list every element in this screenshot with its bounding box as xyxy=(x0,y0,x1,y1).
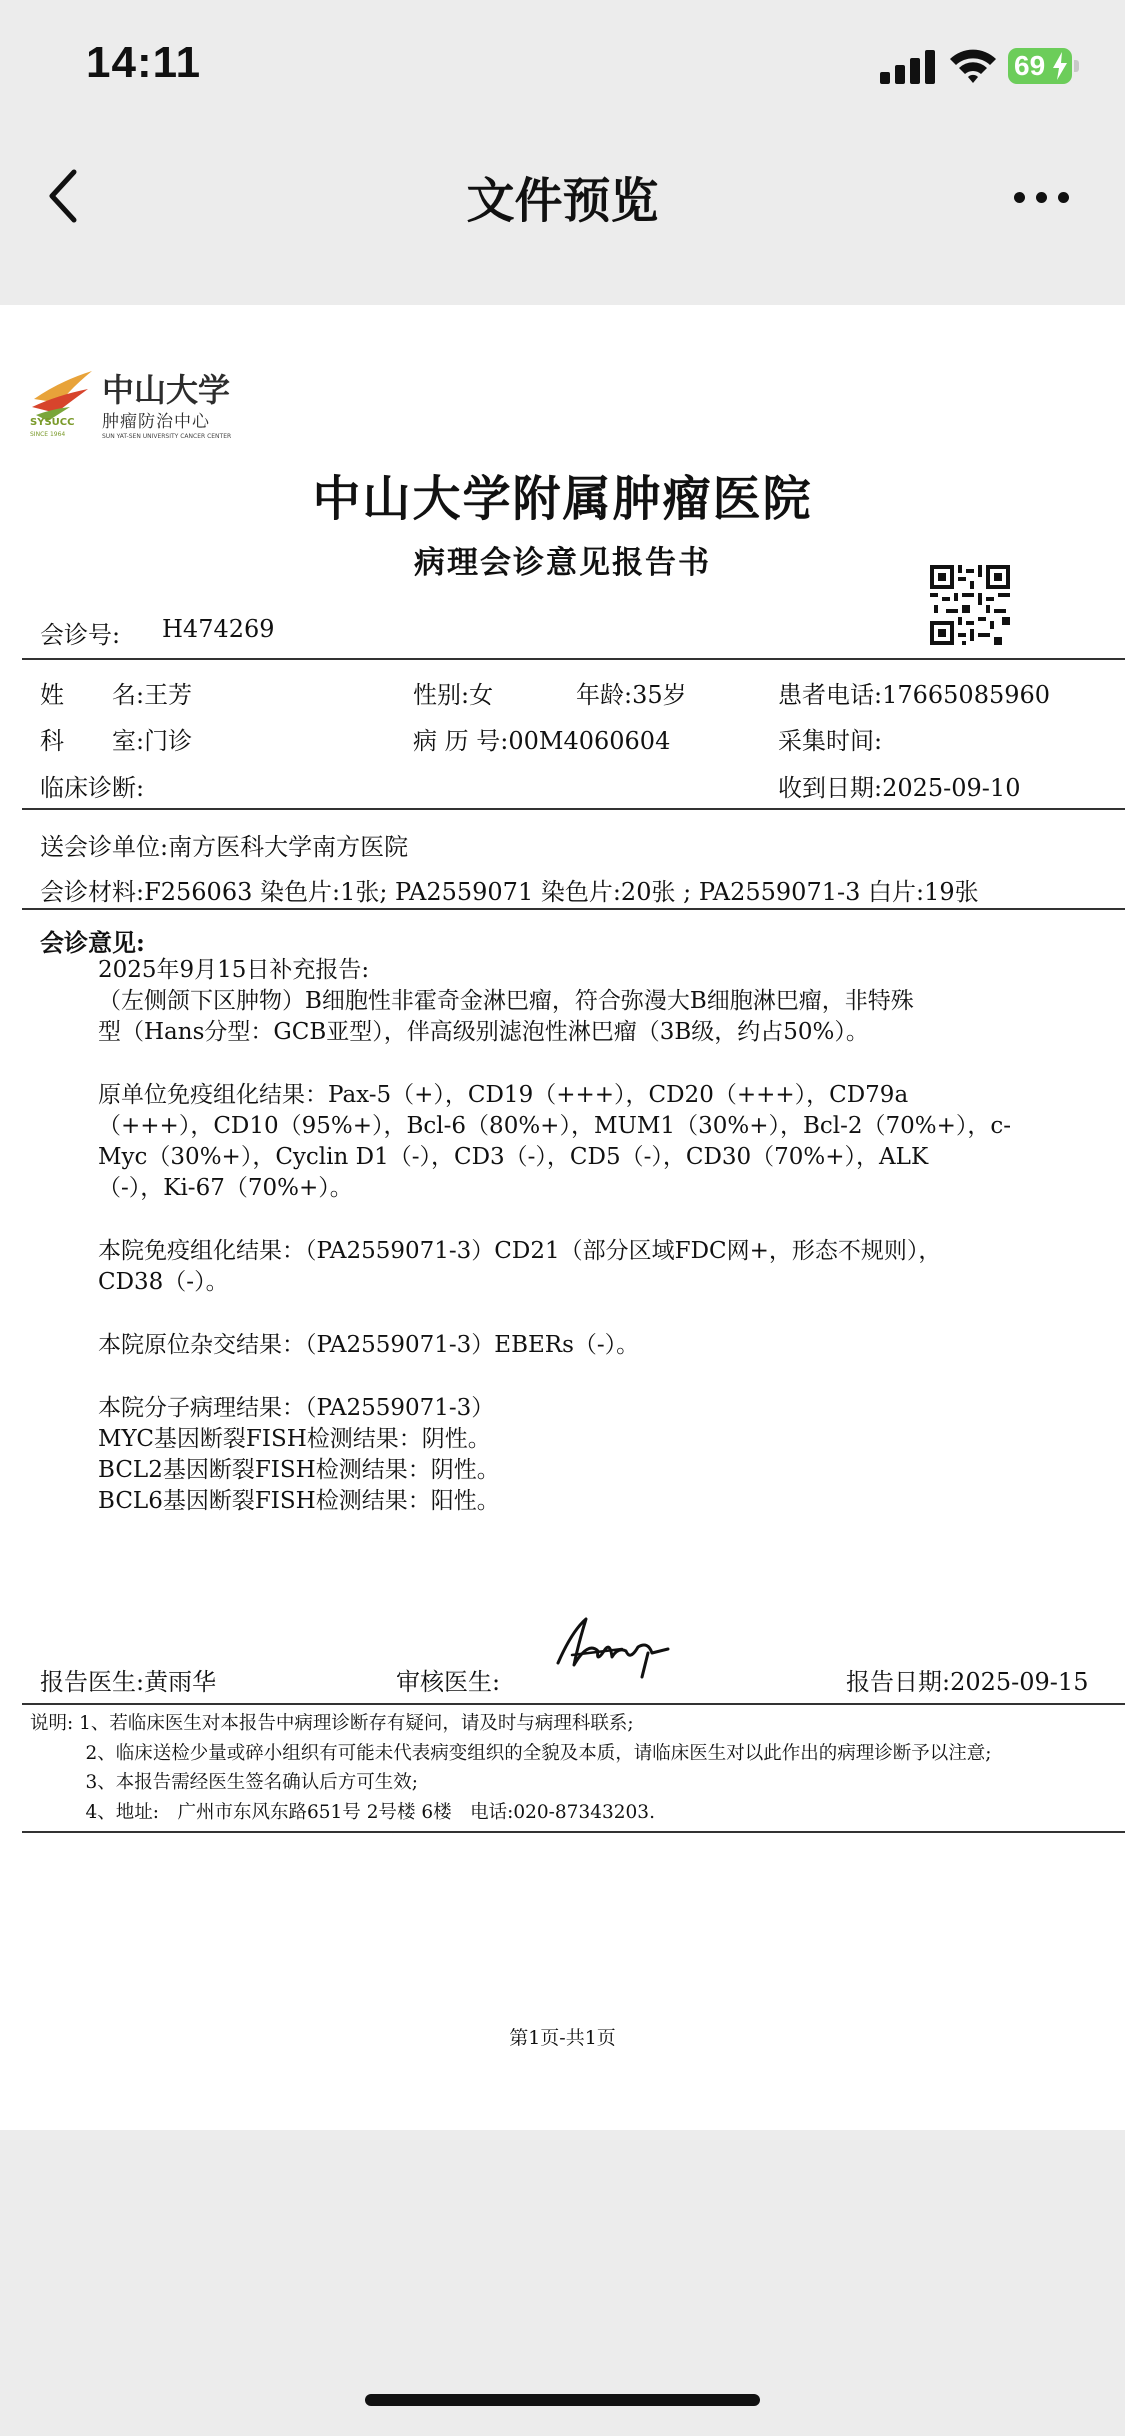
hospital-logo xyxy=(30,363,240,443)
consult-no: H474269 xyxy=(162,615,275,643)
patient-name: 姓 名:王芳 xyxy=(40,681,193,709)
note-line: 3、本报告需经医生签名确认后方可生效; xyxy=(30,1772,419,1793)
notes xyxy=(30,1709,992,1827)
opinion-line: 本院免疫组化结果：（PA2559071-3）CD21（部分区域FDC网+，形态不规则）， xyxy=(98,1238,942,1264)
opinion-line: Myc（30%+），Cyclin D1（-），CD3（-），CD5（-），CD30（70%+），ALK xyxy=(98,1144,929,1170)
page-title: 文件预览 xyxy=(466,173,659,229)
divider xyxy=(22,1703,1125,1705)
opinion-line: （-），Ki-67（70%+）。 xyxy=(98,1175,353,1201)
logo-name: 中山大学 xyxy=(102,371,231,409)
divider xyxy=(22,658,1125,660)
opinion-line: （左侧颌下区肿物）B细胞性非霍奇金淋巴瘤，符合弥漫大B细胞淋巴瘤，非特殊 xyxy=(98,988,914,1014)
record-number: 病 历 号:00M4060604 xyxy=(413,727,671,755)
divider xyxy=(22,1831,1125,1833)
hospital-name: 中山大学附属肿瘤医院 xyxy=(312,471,813,527)
logo-since: SINCE 1964 xyxy=(30,431,66,438)
logo-abbreviation: SYSUCC xyxy=(30,417,75,428)
department: 科 室:门诊 xyxy=(40,727,193,755)
home-indicator[interactable] xyxy=(365,2394,760,2406)
wifi-icon xyxy=(948,46,998,84)
note-line: 2、临床送检少量或碎小组织有可能未代表病变组织的全貌及本质，请临床医生对以此作出的病理诊断予以注意; xyxy=(30,1742,992,1764)
report-date: 报告日期:2025-09-15 xyxy=(846,1668,1089,1696)
battery-tip xyxy=(1074,60,1079,72)
patient-phone: 患者电话:17665085960 xyxy=(778,681,1051,709)
opinion-line: 2025年9月15日补充报告: xyxy=(98,957,370,983)
opinion-line: （+++），CD10（95%+），Bcl-6（80%+），MUM1（30%+），Bcl-2（70%+），c- xyxy=(98,1113,1012,1139)
divider xyxy=(22,808,1125,810)
note-line: 4、地址: 广州市东风东路651号 2号楼 6楼 电话:020-87343203. xyxy=(30,1801,655,1823)
opinion-body xyxy=(98,955,1108,1517)
qr-code-icon xyxy=(930,565,1010,645)
status-time: 14:11 xyxy=(86,38,202,87)
clinical-diagnosis: 临床诊断: xyxy=(40,774,145,802)
logo-subtitle: 肿瘤防治中心 xyxy=(102,412,210,432)
divider xyxy=(22,908,1125,910)
charging-bolt-icon xyxy=(1052,52,1068,80)
consult-no-label: 会诊号: xyxy=(40,621,121,649)
patient-gender: 性别:女 xyxy=(413,681,494,709)
received-date: 收到日期:2025-09-10 xyxy=(778,774,1021,802)
consult-materials: 会诊材料:F256063 染色片:1张; PA2559071 染色片:20张 ; PA2559071-3 白片:19张 xyxy=(40,878,979,906)
collection-time: 采集时间: xyxy=(778,727,883,755)
opinion-line: 型（Hans分型：GCB亚型），伴高级别滤泡性淋巴瘤（3B级，约占50%）。 xyxy=(98,1019,869,1045)
report-title: 病理会诊意见报告书 xyxy=(414,545,711,581)
battery-icon xyxy=(1008,48,1072,84)
opinion-line: 本院分子病理结果：（PA2559071-3） xyxy=(98,1395,495,1421)
note-line: 说明: 1、若临床医生对本报告中病理诊断存有疑问，请及时与病理科联系; xyxy=(30,1713,634,1734)
document-preview[interactable] xyxy=(0,305,1125,2130)
opinion-line: 原单位免疫组化结果：Pax-5（+），CD19（+++），CD20（+++），CD79a xyxy=(98,1082,909,1108)
opinion-line: BCL6基因断裂FISH检测结果：阳性。 xyxy=(98,1488,500,1514)
page-number: 第1页-共1页 xyxy=(509,2027,616,2049)
more-options-icon[interactable] xyxy=(1012,180,1072,214)
review-doctor-label: 审核医生: xyxy=(396,1668,501,1696)
patient-age: 年龄:35岁 xyxy=(576,681,687,709)
logo-english: SUN YAT-SEN UNIVERSITY CANCER CENTER xyxy=(102,433,232,440)
opinion-line: BCL2基因断裂FISH检测结果：阴性。 xyxy=(98,1457,500,1483)
cellular-signal-icon xyxy=(880,50,936,84)
doctor-signature-icon xyxy=(552,1611,672,1681)
opinion-line: CD38（-）。 xyxy=(98,1269,229,1295)
opinion-line: 本院原位杂交结果：（PA2559071-3）EBERs（-）。 xyxy=(98,1332,640,1358)
report-doctor: 报告医生:黄雨华 xyxy=(40,1668,217,1696)
status-bar xyxy=(0,0,1125,140)
opinion-label: 会诊意见: xyxy=(40,928,145,957)
opinion-line: MYC基因断裂FISH检测结果：阴性。 xyxy=(98,1426,491,1452)
battery-level: 69 xyxy=(1014,50,1046,81)
sender-unit: 送会诊单位:南方医科大学南方医院 xyxy=(40,833,409,861)
